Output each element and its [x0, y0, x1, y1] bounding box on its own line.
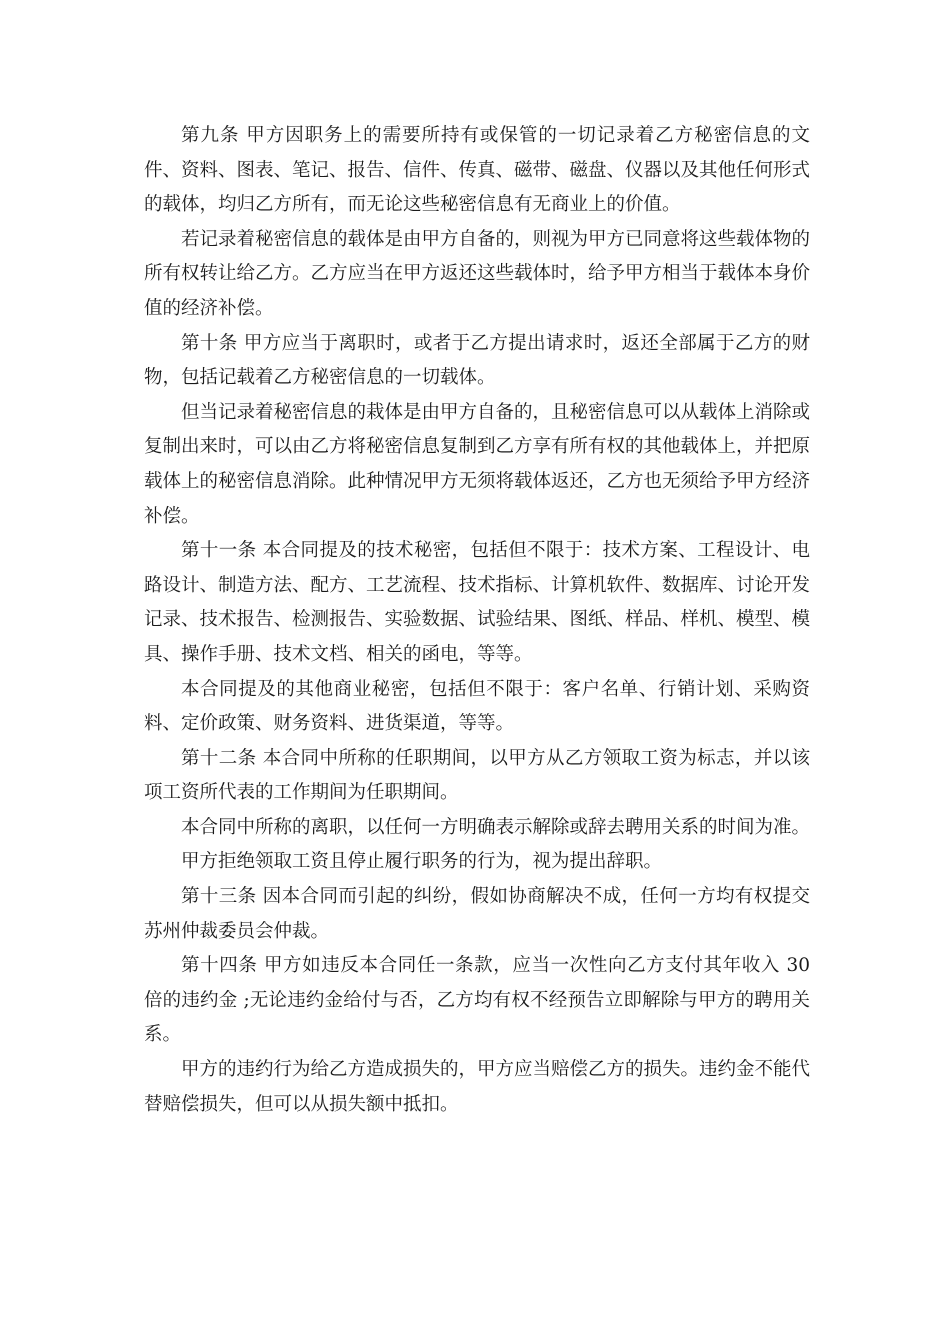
paragraph-article-14: 第十四条 甲方如违反本合同任一条款，应当一次性向乙方支付其年收入 30 倍的违约金 ;无论违约金给付与否，乙方均有权不经预告立即解除与甲方的聘用关系。 [144, 955, 810, 1046]
document-body [144, 119, 810, 1122]
paragraph-article-12: 第十二条 本合同中所称的任职期间，以甲方从乙方领取工资为标志，并以该项工资所代表的工作期间为任职期间。 [144, 747, 810, 804]
paragraph-carrier-erasure: 但当记录着秘密信息的栽体是由甲方自备的，且秘密信息可以从载体上消除或复制出来时，可以由乙方将秘密信息复制到乙方享有所有权的其他载体上，并把原载体上的秘密信息消除。此种情况甲方无须将载体返还，乙方也无须给予甲方经济补偿。 [144, 401, 811, 527]
paragraph-damages: 甲方的违约行为给乙方造成损失的，甲方应当赔偿乙方的损失。违约金不能代替赔偿损失，但可以从损失额中抵扣。 [144, 1059, 811, 1115]
paragraph-deemed-resignation: 甲方拒绝领取工资且停止履行职务的行为，视为提出辞职。 [181, 851, 663, 873]
paragraph-resignation-definition: 本合同中所称的离职，以任何一方明确表示解除或辞去聘用关系的时间为准。 [181, 816, 811, 838]
paragraph-article-10: 第十条 甲方应当于离职时，或者于乙方提出请求时，返还全部属于乙方的财物，包括记载着乙方秘密信息的一切载体。 [144, 332, 810, 389]
paragraph-article-13: 第十三条 因本合同而引起的纠纷，假如协商解决不成，任何一方均有权提交苏州仲裁委员会仲裁。 [144, 886, 810, 942]
paragraph-carrier-ownership: 若记录着秘密信息的载体是由甲方自备的，则视为甲方已同意将这些载体物的所有权转让给乙方。乙方应当在甲方返还这些载体时，给予甲方相当于载体本身价值的经济补偿。 [144, 228, 811, 319]
paragraph-article-9: 第九条 甲方因职务上的需要所持有或保管的一切记录着乙方秘密信息的文件、资料、图表、笔记、报告、信件、传真、磁带、磁盘、仪器以及其他任何形式的载体，均归乙方所有，而无论这些秘密信息有无商业上的价值。 [144, 125, 811, 216]
paragraph-article-11: 第十一条 本合同提及的技术秘密，包括但不限于：技术方案、工程设计、电路设计、制造方法、配方、工艺流程、技术指标、计算机软件、数据库、讨论开发记录、技术报告、检测报告、实验数据、试验结果、图纸、样品、样机、模型、模具、操作手册、技术文档、相关的函电，等等。 [144, 540, 811, 665]
paragraph-business-secrets: 本合同提及的其他商业秘密，包括但不限于：客户名单、行销计划、采购资料、定价政策、财务资料、进货渠道，等等。 [144, 678, 810, 735]
